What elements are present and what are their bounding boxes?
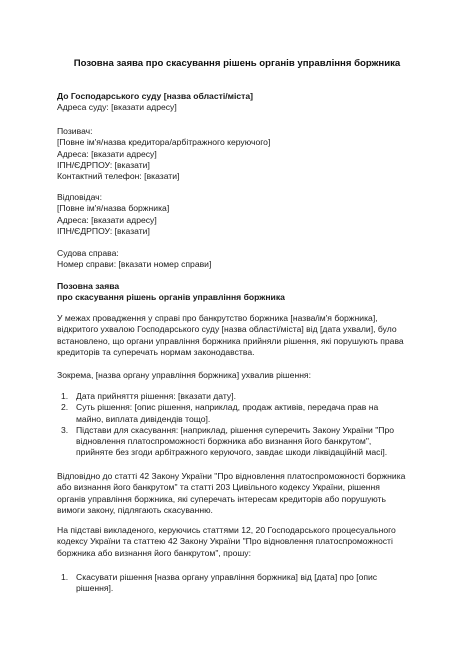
plaintiff-id: ІПН/ЄДРПОУ: [вказати]	[57, 159, 150, 170]
document-title: Позовна заява про скасування рішень органів управління боржника	[73, 58, 401, 69]
request-list	[57, 572, 422, 595]
request-intro-line: На підставі викладеного, керуючись статтями 12, 20 Господарського процесуального	[57, 525, 396, 535]
list-item	[57, 391, 422, 402]
list-item-text: відновлення платоспроможності боржника або визнання його банкрутом",	[76, 436, 372, 447]
legal-basis-line: вимоги закону, підлягають скасуванню.	[57, 504, 213, 515]
court-address: Адреса суду: [вказати адресу]	[57, 102, 177, 113]
legal-basis-line: органів управління боржника, які суперечать інтересам кредиторів або порушують	[57, 493, 386, 504]
legal-basis-line: або визнання його банкрутом" та статті 203 Цивільного кодексу України, рішення	[57, 482, 380, 493]
list-item-number: 2.	[61, 402, 69, 413]
case-block	[57, 248, 422, 271]
plaintiff-label: Позивач:	[57, 126, 93, 136]
case-label: Судова справа:	[57, 248, 119, 258]
defendant-address: Адреса: [вказати адресу]	[57, 214, 157, 225]
plaintiff-block	[57, 126, 422, 182]
list-item-text: Суть рішення: [опис рішення, наприклад, продаж активів, передача прав на	[76, 402, 379, 413]
intro-paragraph	[57, 313, 422, 358]
list-item	[57, 572, 422, 595]
claim-heading	[57, 281, 422, 304]
legal-basis-line: Відповідно до статті 42 Закону України "Про відновлення платоспроможності боржника	[57, 471, 406, 481]
defendant-id: ІПН/ЄДРПОУ: [вказати]	[57, 225, 150, 236]
intro-line: кредиторів та суперечать нормам законодавства.	[57, 346, 255, 357]
list-item-text: Скасувати рішення [назва органу управління боржника] від [дата] про [опис	[76, 572, 378, 582]
intro-line: відкритого ухвалою Господарського суду [назва області/міста] від [дата ухвали], було	[57, 324, 397, 335]
plaintiff-name: [Повне ім'я/назва кредитора/арбітражного керуючого]	[57, 137, 271, 148]
defendant-label: Відповідач:	[57, 192, 103, 202]
list-item-text: Дата прийняття рішення: [вказати дату].	[76, 391, 236, 401]
list-item-text: рішення].	[76, 583, 114, 594]
list-item-text: майно, виплата дивідендів тощо].	[76, 413, 211, 424]
list-item-text: прийняте без згоди арбітражного керуючого, завдає шкоди ліквідаційній масі].	[76, 447, 388, 458]
list-item	[57, 402, 422, 425]
defendant-name: [Повне ім'я/назва боржника]	[57, 203, 170, 214]
case-number: Номер справи: [вказати номер справи]	[57, 259, 212, 270]
intro-line: встановлено, що органи управління боржника прийняли рішення, які порушують права	[57, 335, 404, 346]
court-block	[57, 91, 422, 114]
request-intro-paragraph	[57, 525, 422, 559]
list-item-number: 1.	[61, 572, 69, 582]
request-intro-line: боржника або визнання його банкрутом", прошу:	[57, 547, 251, 558]
decision-intro	[57, 370, 422, 381]
list-item-number: 1.	[61, 391, 69, 401]
plaintiff-address: Адреса: [вказати адресу]	[57, 148, 157, 159]
list-item	[57, 425, 422, 459]
decision-list	[57, 391, 422, 459]
request-intro-line: кодексу України та статтею 42 Закону України "Про відновлення платоспроможності	[57, 536, 393, 547]
court-heading: До Господарського суду [назва області/міста]	[57, 91, 253, 101]
legal-basis-paragraph	[57, 471, 422, 516]
claim-heading-line-2: про скасування рішень органів управління боржника	[57, 292, 285, 303]
decision-intro-text: Зокрема, [назва органу управління боржника] ухвалив рішення:	[57, 370, 311, 380]
claim-heading-line-1: Позовна заява	[57, 281, 120, 291]
plaintiff-phone: Контактний телефон: [вказати]	[57, 171, 180, 182]
defendant-block	[57, 192, 422, 237]
list-item-text: Підстави для скасування: [наприклад, рішення суперечить Закону України "Про	[76, 424, 395, 435]
list-item-number: 3.	[61, 424, 69, 435]
intro-line: У межах провадження у справі про банкрутство боржника [назва/ім'я боржника],	[57, 313, 378, 323]
